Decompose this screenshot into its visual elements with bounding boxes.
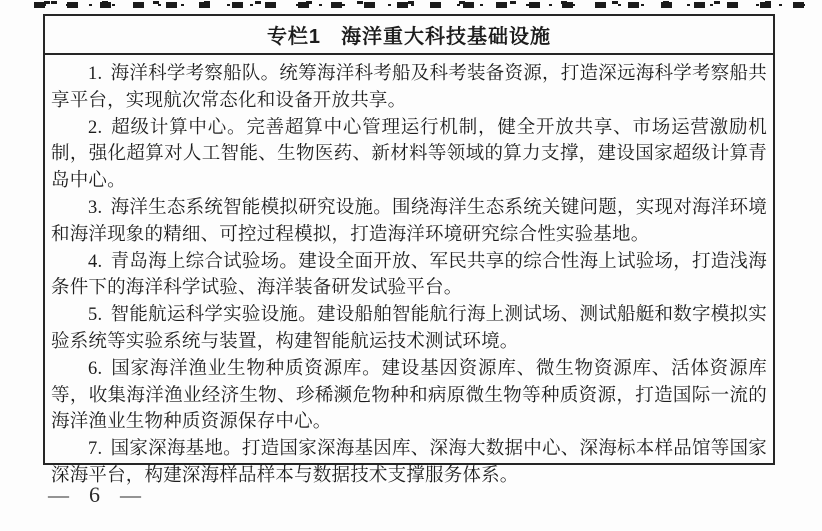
page-number-right-dash: — bbox=[120, 482, 141, 507]
item-number: 4. bbox=[88, 251, 103, 272]
item-number: 7. bbox=[88, 439, 103, 460]
page-number: 6 bbox=[89, 482, 100, 507]
infobox-major-marine-sci-tech-infrastructure bbox=[43, 14, 775, 486]
panel-item bbox=[51, 302, 767, 356]
page-number-left-dash: — bbox=[48, 482, 69, 507]
item-text: 海洋科学考察船队。统筹海洋科考船及科考装备资源，打造深远海科学考察船共享平台，实现航次常态化和设备开放共享。 bbox=[51, 64, 767, 111]
panel-item bbox=[51, 195, 767, 249]
item-text: 海洋生态系统智能模拟研究设施。围绕海洋生态系统关键问题，实现对海洋环境和海洋现象的精细、可控过程模拟，打造海洋环境研究综合性实验基地。 bbox=[51, 197, 767, 245]
item-text: 国家深海基地。打造国家深海基因库、深海大数据中心、深海标本样品馆等国家深海平台，构建深海样品样本与数据技术支撑服务体系。 bbox=[51, 439, 767, 486]
item-number: 3. bbox=[88, 197, 103, 218]
clipped-previous-line-fragments bbox=[34, 0, 806, 8]
panel-item bbox=[51, 61, 767, 115]
infobox-header-title: 海洋重大科技基础设施 bbox=[341, 26, 552, 48]
panel-item bbox=[51, 356, 767, 436]
panel-item bbox=[51, 249, 767, 303]
panel-item bbox=[51, 115, 767, 195]
item-number: 2. bbox=[88, 117, 103, 138]
page-number-footer bbox=[48, 482, 141, 508]
item-text: 智能航运科学实验设施。建设船舶智能航行海上测试场、测试船艇和数字模拟实验系统等实验系统与装置，构建智能航运技术测试环境。 bbox=[51, 305, 767, 352]
item-number: 5. bbox=[88, 305, 103, 326]
item-text: 青岛海上综合试验场。建设全面开放、军民共享的综合性海上试验场，打造浅海条件下的海洋科学试验、海洋装备研发试验平台。 bbox=[51, 251, 767, 299]
infobox-header bbox=[45, 16, 773, 55]
panel-item bbox=[51, 436, 767, 490]
item-text: 国家海洋渔业生物种质资源库。建设基因资源库、微生物资源库、活体资源库等，收集海洋渔业经济生物、珍稀濒危物种和病原微生物等种质资源，打造国际一流的海洋渔业生物种质资源保存中心。 bbox=[51, 358, 767, 433]
item-number: 6. bbox=[88, 358, 103, 379]
infobox-body bbox=[45, 55, 773, 496]
infobox-header-prefix: 专栏1 bbox=[266, 26, 322, 48]
item-text: 超级计算中心。完善超算中心管理运行机制，健全开放共享、市场运营激励机制，强化超算对人工智能、生物医药、新材料等领域的算力支撑，建设国家超级计算青岛中心。 bbox=[51, 117, 767, 192]
item-number: 1. bbox=[88, 64, 103, 84]
